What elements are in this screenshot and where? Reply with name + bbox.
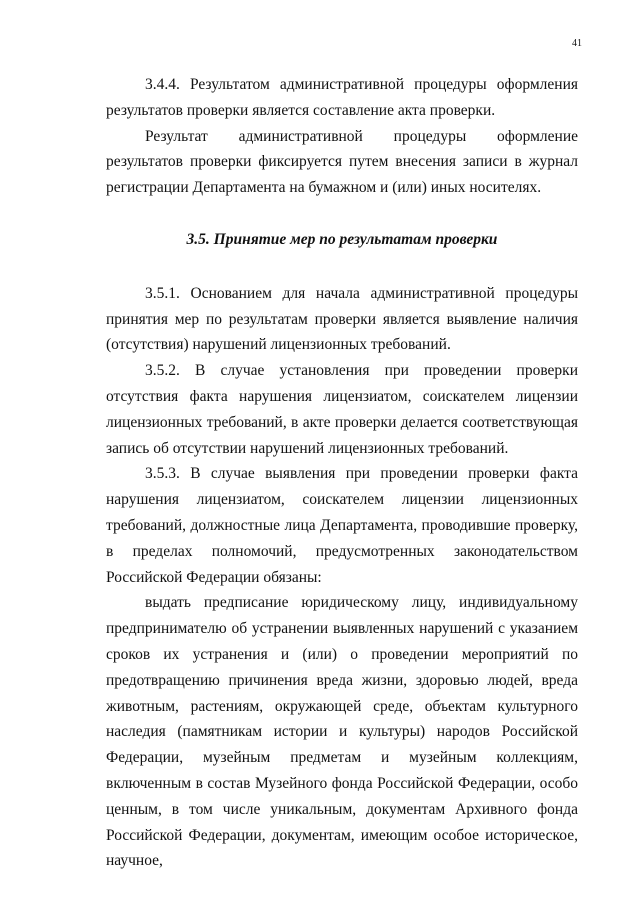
section-heading: 3.5. Принятие мер по результатам проверки [186, 230, 498, 248]
paragraph-3-5-3: 3.5.3. В случае выявления при проведении проверки факта нарушения лицензиатом, соискателем лицензии лицензионных требований, должностные лица Департамента, проводившие проверку, в пределах полномочий, предусмотренных законодательством Российской Федерации обязаны: [106, 465, 578, 586]
page-number: 41 [572, 38, 582, 49]
paragraph-order: выдать предписание юридическому лицу, индивидуальному предпринимателю об устранении выявленных нарушений с указанием сроков их устранения и (или) о проведении мероприятий по предотвращению причинения вреда жизни, здоровью людей, вреда животным, растениям, окружающей среде, объектам культурного наследия (памятникам истории и культуры) народов Российской Федерации, музейным предметам и музейным коллекциям, включенным в состав Музейного фонда Российской Федерации, особо ценным, в том числе уникальным, документам Архивного фонда Российской Федерации, документам, имеющим особое историческое, научное, [106, 594, 578, 870]
paragraph-3-5-1: 3.5.1. Основанием для начала административной процедуры принятия мер по результатам проверки является выявление наличия (отсутствия) нарушений лицензионных требований. [106, 284, 578, 354]
paragraph-result: Результат административной процедуры оформление результатов проверки фиксируется путем внесения записи в журнал регистрации Департамента на бумажном и (или) иных носителях. [106, 127, 578, 197]
document-body [106, 72, 578, 874]
paragraph-3-5-2: 3.5.2. В случае установления при проведении проверки отсутствия факта нарушения лицензиатом, соискателем лицензии лицензионных требований, в акте проверки делается соответствующая запись об отсутствии нарушений лицензионных требований. [106, 362, 578, 457]
paragraph-3-4-4: 3.4.4. Результатом административной процедуры оформления результатов проверки является составление акта проверки. [106, 76, 578, 119]
